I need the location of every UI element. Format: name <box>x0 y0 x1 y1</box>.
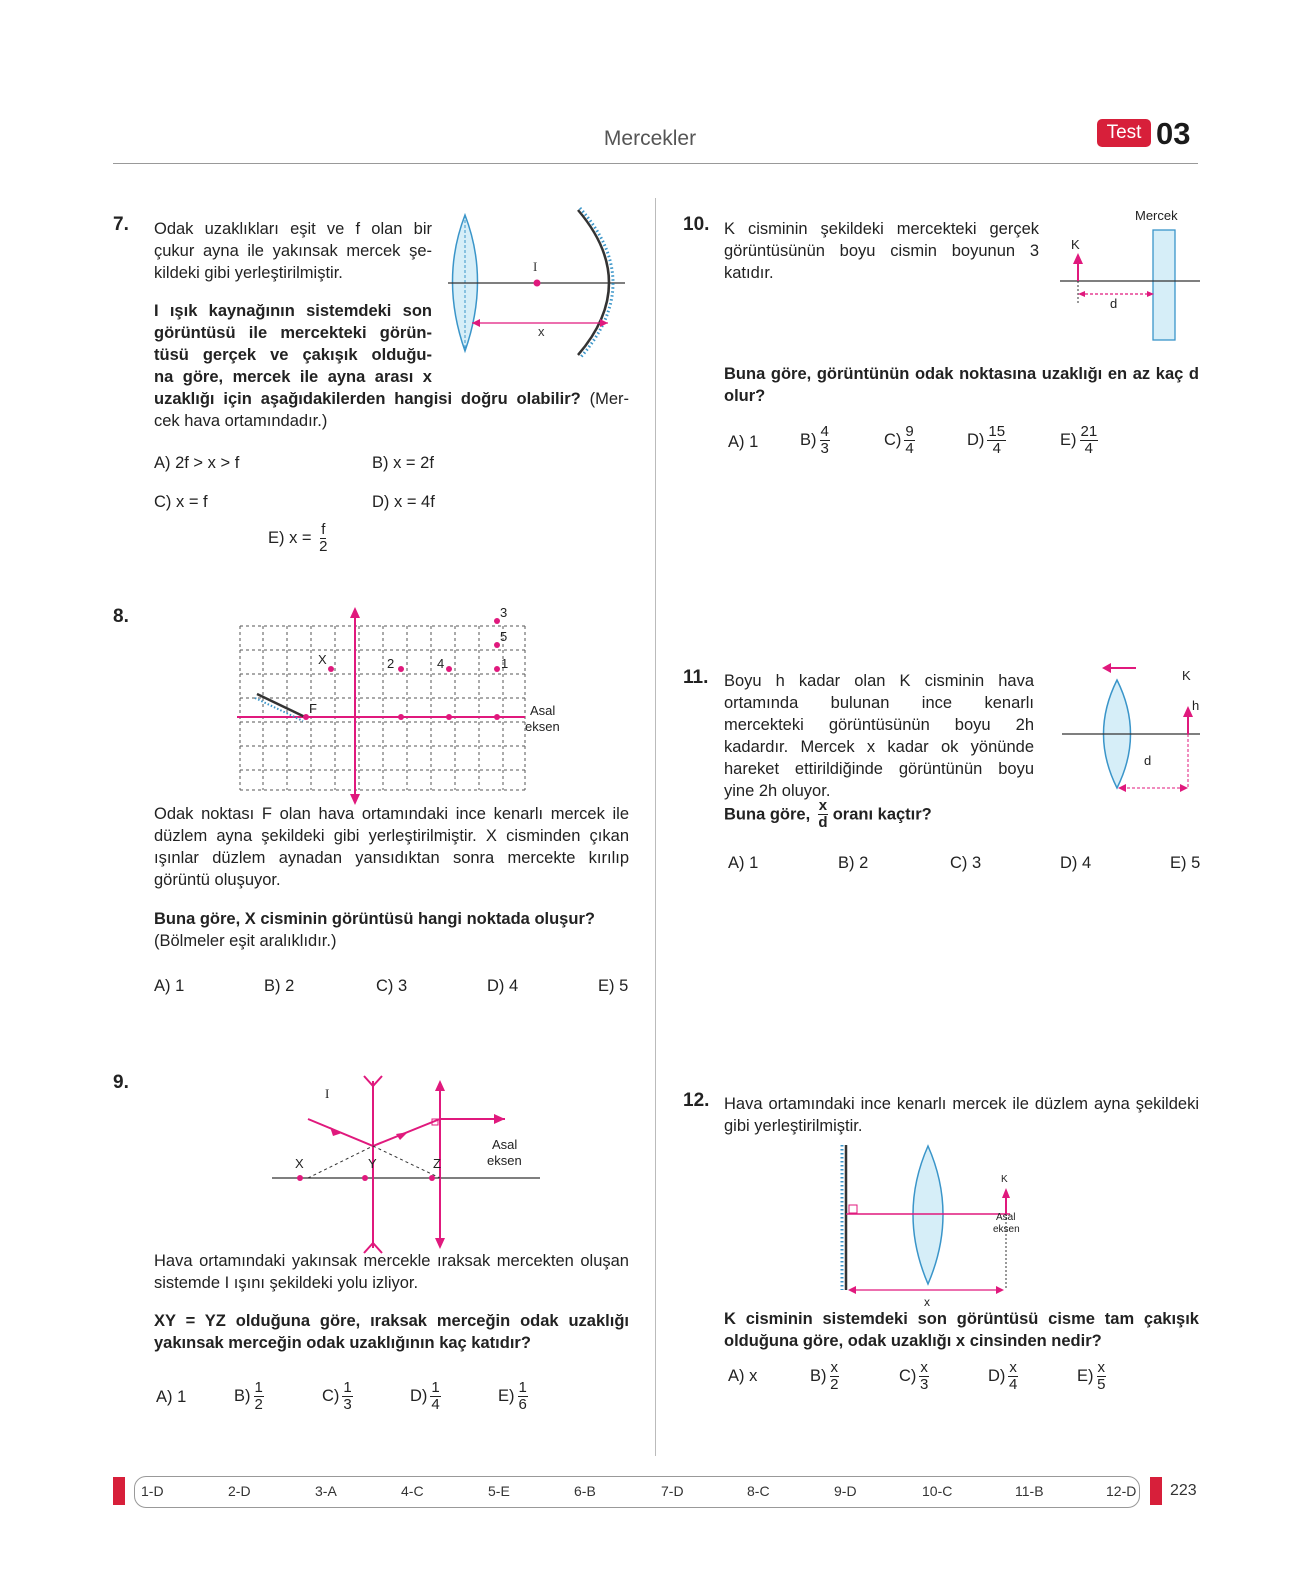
option-fraction <box>1008 1360 1018 1393</box>
q7-option-c[interactable]: C) x = f <box>154 493 208 511</box>
fraction-denominator: 3 <box>343 1396 352 1413</box>
q7-intro-line: kildeki gibi yerleştirilmiştir. <box>154 264 343 282</box>
q7-question-normal: (Mer- <box>580 390 629 408</box>
q9-option-e[interactable] <box>498 1380 528 1413</box>
q11-question-prefix: Buna göre, <box>724 805 811 824</box>
q8-option-c[interactable]: C) 3 <box>376 977 408 995</box>
answer-key-right-marker <box>1150 1477 1162 1505</box>
answer-key-item: 7-D <box>661 1483 684 1499</box>
test-number: 03 <box>1156 116 1191 151</box>
q8-label-2: 2 <box>387 656 395 671</box>
q12-question: K cisminin sistemdeki son görüntüsü cisme tam çakışık olduğuna göre, odak uzaklığı x cinsinden nedir? <box>724 1310 1199 1350</box>
fraction-denominator: 2 <box>254 1396 263 1413</box>
q7-intro-line: çukur ayna ile yakınsak mercek şe- <box>154 242 432 260</box>
q10-option-c[interactable] <box>884 424 915 457</box>
answer-key-item: 4-C <box>401 1483 424 1499</box>
fraction-denominator: 4 <box>1009 1376 1018 1393</box>
q8-question: Buna göre, X cisminin görüntüsü hangi noktada oluşur? <box>154 910 595 928</box>
option-prefix: D) <box>967 431 985 449</box>
page-number: 223 <box>1170 1482 1197 1499</box>
q11-label-K: K <box>1182 668 1191 683</box>
lens-icon <box>1153 230 1175 340</box>
q10-option-a[interactable]: A) 1 <box>728 433 759 451</box>
q12-number: 12. <box>683 1090 710 1111</box>
q12-text: Hava ortamındaki ince kenarlı mercek ile düzlem ayna şekildeki gibi yerleştirilmiştir. <box>724 1095 1199 1135</box>
answer-key-item: 6-B <box>574 1483 596 1499</box>
q9-text: Hava ortamındaki yakınsak mercekle ıraksak mercekten oluşan sistemde I ışını şekildeki yolu izliyor. <box>154 1252 629 1292</box>
q10-number: 10. <box>683 214 710 235</box>
answer-key-item: 11-B <box>1015 1483 1044 1499</box>
fraction-denominator: 4 <box>1084 440 1094 457</box>
fraction-denominator: 3 <box>920 1376 929 1393</box>
option-fraction <box>919 1360 929 1393</box>
q7-question-bold: uzaklığı için aşağıdakilerden hangisi doğru olabilir? <box>154 390 581 408</box>
fraction-numerator: x <box>818 797 828 814</box>
q11-option-a[interactable]: A) 1 <box>728 854 759 872</box>
option-fraction <box>904 424 914 457</box>
option-prefix: E) <box>1077 1367 1094 1385</box>
q8-label-F: F <box>309 701 317 716</box>
header-divider <box>113 163 1198 164</box>
fraction-numerator: f <box>321 521 326 538</box>
fraction-numerator: 1 <box>518 1379 527 1396</box>
q8-option-a[interactable]: A) 1 <box>154 977 185 995</box>
answer-key-item: 2-D <box>228 1483 251 1499</box>
q7-option-e[interactable] <box>268 522 328 555</box>
q7-intro-line: Odak uzaklıkları eşit ve f olan bir <box>154 220 432 238</box>
q12-label-K: K <box>1001 1174 1008 1185</box>
q8-option-b[interactable]: B) 2 <box>264 977 295 995</box>
option-fraction <box>987 424 1006 457</box>
option-fraction <box>820 424 830 457</box>
q12-option-c[interactable] <box>899 1360 929 1393</box>
q7-figure <box>440 205 640 370</box>
answer-key-item: 9-D <box>834 1483 857 1499</box>
q8-axis-label-2: eksen <box>525 719 560 734</box>
q8-label-3: 3 <box>500 605 508 620</box>
fraction-numerator: 1 <box>254 1379 263 1396</box>
fraction-numerator: 21 <box>1080 423 1098 440</box>
q12-label-x: x <box>924 1295 930 1309</box>
option-fraction <box>342 1380 352 1413</box>
q7-question-line: I ışık kaynağının sistemdeki son <box>154 302 432 320</box>
option-prefix: E) <box>498 1387 515 1405</box>
q7-question-line: tüsü gerçek ve çakışık olduğu- <box>154 346 432 364</box>
q8-option-d[interactable]: D) 4 <box>487 977 519 995</box>
point-X <box>297 1175 303 1181</box>
option-prefix: B) <box>810 1367 827 1385</box>
q7-option-a[interactable]: A) 2f > x > f <box>154 454 240 472</box>
q9-number: 9. <box>113 1072 129 1093</box>
q11-question <box>724 798 932 831</box>
answer-key-item: 10-C <box>922 1483 953 1499</box>
point-X <box>328 666 334 672</box>
q11-option-c[interactable]: C) 3 <box>950 854 982 872</box>
q11-label-d: d <box>1144 753 1152 768</box>
grid <box>240 626 525 790</box>
option-prefix: E) <box>1060 431 1077 449</box>
lens-arrow-top-icon <box>350 607 360 618</box>
option-prefix: C) <box>899 1367 917 1385</box>
light-source-I <box>534 280 541 287</box>
fraction-numerator: 1 <box>343 1379 352 1396</box>
q12-option-d[interactable] <box>988 1360 1018 1393</box>
fraction-denominator: d <box>818 814 828 831</box>
q11-figure <box>1060 660 1205 795</box>
arrow-left-icon <box>1102 663 1111 673</box>
q8-label-4: 4 <box>437 656 445 671</box>
q7-number: 7. <box>113 214 129 235</box>
q7-option-b[interactable]: B) x = 2f <box>372 454 434 472</box>
q9-option-d[interactable] <box>410 1380 441 1413</box>
fraction-denominator: 2 <box>319 538 328 555</box>
q7-option-d[interactable]: D) x = 4f <box>372 493 435 511</box>
page-title: Mercekler <box>603 127 697 150</box>
option-prefix: C) <box>884 431 902 449</box>
fraction-denominator: 4 <box>905 440 914 457</box>
fraction-denominator: 4 <box>431 1396 440 1413</box>
option-prefix: B) <box>800 431 817 449</box>
plane-mirror-icon <box>257 694 305 717</box>
option-fraction <box>518 1380 528 1413</box>
q7-question <box>154 300 432 388</box>
answer-key-bar <box>134 1476 1140 1508</box>
q9-axis-label-1: Asal <box>492 1137 518 1152</box>
q7-question-tail: cek hava ortamındadır.) <box>154 412 328 430</box>
column-divider <box>655 198 656 1456</box>
q9-label-Z: Z <box>433 1156 441 1171</box>
convex-lens-icon <box>913 1146 943 1284</box>
q12-axis-label-2: eksen <box>993 1224 1020 1235</box>
fraction-numerator: 4 <box>820 423 829 440</box>
q10-option-e[interactable] <box>1060 424 1098 457</box>
point-2 <box>398 666 404 672</box>
q12-option-e[interactable] <box>1077 1360 1106 1393</box>
option-prefix: C) <box>322 1387 340 1405</box>
fraction-numerator: 1 <box>431 1379 440 1396</box>
q7-label-I: I <box>533 259 538 274</box>
q11-option-e[interactable]: E) 5 <box>1170 854 1201 872</box>
fraction-numerator: 15 <box>988 423 1006 440</box>
q11-option-d[interactable]: D) 4 <box>1060 854 1092 872</box>
answer-key-item: 12-D <box>1106 1483 1137 1499</box>
q10-question: Buna göre, görüntünün odak noktasına uzaklığı en az kaç d olur? <box>724 365 1199 405</box>
q11-text: Boyu h kadar olan K cisminin hava ortamında bulunan ince kenarlı mercekteki görüntüsünün boyu 2h kadardır. Mercek x kadar ok yönünde hareket ettirildiğinde görüntünün boyu yine 2h oluyor. <box>724 672 1034 800</box>
q8-number: 8. <box>113 606 129 627</box>
test-badge: Test <box>1097 119 1151 147</box>
q10-label-K: K <box>1071 237 1080 252</box>
q9-option-c[interactable] <box>322 1380 353 1413</box>
option-prefix: D) <box>988 1367 1006 1385</box>
q12-axis-label-1: Asal <box>996 1212 1016 1223</box>
q11-question-fraction <box>818 798 828 831</box>
fraction-denominator: 4 <box>992 440 1001 457</box>
answer-key-item: 8-C <box>747 1483 770 1499</box>
q9-label-Y: Y <box>368 1156 377 1171</box>
q9-question: XY = YZ olduğuna göre, ıraksak merceğin odak uzaklığı yakınsak merceğin odak uzaklığının kaç katıdır? <box>154 1312 629 1352</box>
option-fraction <box>254 1380 264 1413</box>
q8-figure <box>235 605 595 805</box>
q7-label-x: x <box>538 324 545 339</box>
q8-label-1: 1 <box>501 656 509 671</box>
q11-number: 11. <box>683 667 709 688</box>
q10-text: K cisminin şekildeki mercekteki gerçek görüntüsünün boyu cismin boyunun 3 katıdır. <box>724 220 1039 282</box>
q9-figure <box>270 1076 550 1256</box>
q12-option-a[interactable]: A) x <box>728 1367 758 1385</box>
option-fraction <box>1080 424 1099 457</box>
q12-option-b[interactable] <box>810 1360 839 1393</box>
fraction-denominator: 3 <box>820 440 829 457</box>
fraction-denominator: 6 <box>518 1396 527 1413</box>
q11-label-h: h <box>1192 698 1200 713</box>
fraction-numerator: x <box>830 1359 838 1376</box>
q7-question-last <box>154 388 629 410</box>
fraction-denominator: 5 <box>1097 1376 1106 1393</box>
q9-option-b[interactable] <box>234 1380 264 1413</box>
point-4 <box>446 666 452 672</box>
fraction-numerator: x <box>1009 1359 1017 1376</box>
q10-label-d: d <box>1110 296 1118 311</box>
q7-option-e-fraction <box>319 522 327 555</box>
q8-label-X: X <box>318 652 327 667</box>
option-fraction <box>430 1380 440 1413</box>
fraction-denominator: 2 <box>830 1376 839 1393</box>
q7-question-line: na göre, mercek ile ayna arası x <box>154 368 432 386</box>
q10-option-d[interactable] <box>967 424 1006 457</box>
point-Z <box>429 1175 435 1181</box>
q8-axis-label-1: Asal <box>530 703 556 718</box>
q10-label-lens: Mercek <box>1135 208 1178 223</box>
q7-question-line: görüntüsü ile mercekteki görün- <box>154 324 432 342</box>
q9-label-I: I <box>325 1086 330 1101</box>
q9-label-X: X <box>295 1156 304 1171</box>
q11-option-b[interactable]: B) 2 <box>838 854 869 872</box>
q7-intro <box>154 218 432 284</box>
answer-key-item: 1-D <box>141 1483 164 1499</box>
q9-axis-label-2: eksen <box>487 1153 522 1168</box>
q12-figure <box>840 1140 1070 1309</box>
q8-option-e[interactable]: E) 5 <box>598 977 629 995</box>
option-prefix: B) <box>234 1387 251 1405</box>
option-fraction <box>1097 1360 1107 1393</box>
point-1 <box>494 666 500 672</box>
fraction-numerator: 9 <box>905 423 914 440</box>
q7-option-e-prefix: E) x = <box>268 529 312 547</box>
q8-question-note: (Bölmeler eşit aralıklıdır.) <box>154 932 337 950</box>
q8-label-5: 5 <box>500 629 508 644</box>
q11-question-suffix: oranı kaçtır? <box>832 805 932 824</box>
answer-key-left-marker <box>113 1477 125 1505</box>
answer-key-item: 3-A <box>315 1483 337 1499</box>
fraction-numerator: x <box>920 1359 928 1376</box>
q9-option-a[interactable]: A) 1 <box>156 1388 187 1406</box>
q10-figure <box>1060 205 1205 340</box>
fraction-numerator: x <box>1097 1359 1105 1376</box>
option-fraction <box>830 1360 840 1393</box>
option-prefix: D) <box>410 1387 428 1405</box>
answer-key-item: 5-E <box>488 1483 510 1499</box>
q8-text: Odak noktası F olan hava ortamındaki ince kenarlı mercek ile düzlem ayna şekildeki gibi yerleştirilmiştir. X cisminden çıkan ışınlar düzlem aynadan yansıdıktan sonra mercekte kırılıp görüntü oluşuyor. <box>154 805 629 889</box>
q10-option-b[interactable] <box>800 424 830 457</box>
point-Y <box>362 1175 368 1181</box>
